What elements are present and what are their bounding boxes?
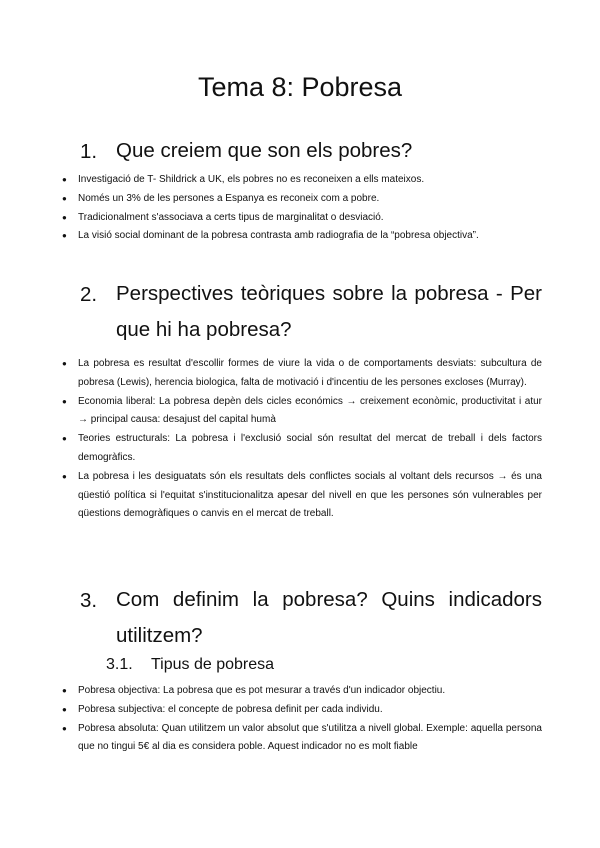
- list-item: ● Investigació de T- Shildrick a UK, els pobres no es reconeixen a ells mateixos.: [0, 171, 542, 190]
- list-item: ● Pobresa subjectiva: el concepte de pobresa definit per cada individu.: [0, 701, 542, 720]
- section-2-list: [0, 355, 542, 524]
- subsection-title: Tipus de pobresa: [151, 656, 275, 673]
- bullet-icon: ●: [62, 193, 67, 203]
- section-title: Com definim la pobresa? Quins indicadors utilitzem?: [116, 588, 542, 647]
- bullet-icon: ●: [62, 434, 67, 444]
- list-item: ● Economia liberal: La pobresa depèn dels cicles económics → creixement econòmic, productivitat i atur → principal causa: desajust del capital humà: [0, 393, 542, 431]
- bullet-icon: ●: [62, 471, 67, 481]
- list-item: ● Teories estructurals: La pobresa i l'exclusió social són resultat del mercat de treball i dels factors demogràfics.: [0, 430, 542, 468]
- bullet-icon: ●: [62, 723, 67, 733]
- section-title: Que creiem que son els pobres?: [116, 139, 413, 162]
- list-item: ● La pobresa i les desiguatats són els resultats dels conflictes socials al voltant dels recursos → és una qüestió política si l'equitat s'institucionalitza apesar del nivell en que les persones són vulnerables per qüestions demogràfiques o canvis en el mercat de treball.: [0, 468, 542, 524]
- list-item: ● Tradicionalment s'associava a certs tipus de marginalitat o desviació.: [0, 209, 542, 228]
- section-number: 3.: [80, 589, 98, 612]
- list-item: ● Pobresa absoluta: Quan utilitzem un valor absolut que s'utilitza a nivell global. Exemple: aquella persona que no tingui 5€ al dia es considera poble. Aquest indicador no es molt fiable: [0, 720, 542, 758]
- section-number: 2.: [80, 283, 98, 306]
- bullet-icon: ●: [62, 396, 67, 406]
- list-item: ● La pobresa es resultat d'escollir formes de viure la vida o de comportaments desviats: subcultura de pobresa (Lewis), herencia biologica, falta de motivació i d'incentiu de les persones excloses (Murray).: [0, 355, 542, 393]
- list-item: ● Pobresa objectiva: La pobresa que es pot mesurar a través d'un indicador objectiu.: [0, 682, 542, 701]
- section-number: 1.: [80, 140, 98, 163]
- section-3-list: [0, 682, 542, 757]
- list-item: ● La visió social dominant de la pobresa contrasta amb radiografia de la “pobresa objectiva”.: [0, 227, 542, 246]
- subsection-number: 3.1.: [106, 656, 133, 673]
- bullet-icon: ●: [62, 212, 67, 222]
- bullet-icon: ●: [62, 359, 67, 368]
- bullet-icon: ●: [62, 231, 67, 241]
- bullet-icon: ●: [62, 704, 67, 714]
- section-1-list: [0, 171, 542, 246]
- bullet-icon: ●: [62, 175, 67, 184]
- section-title: Perspectives teòriques sobre la pobresa - Per que hi ha pobresa?: [116, 282, 542, 341]
- bullet-icon: ●: [62, 686, 67, 695]
- document-title: Tema 8: Pobresa: [197, 72, 403, 102]
- list-item: ● Només un 3% de les persones a Espanya es reconeix com a pobre.: [0, 190, 542, 209]
